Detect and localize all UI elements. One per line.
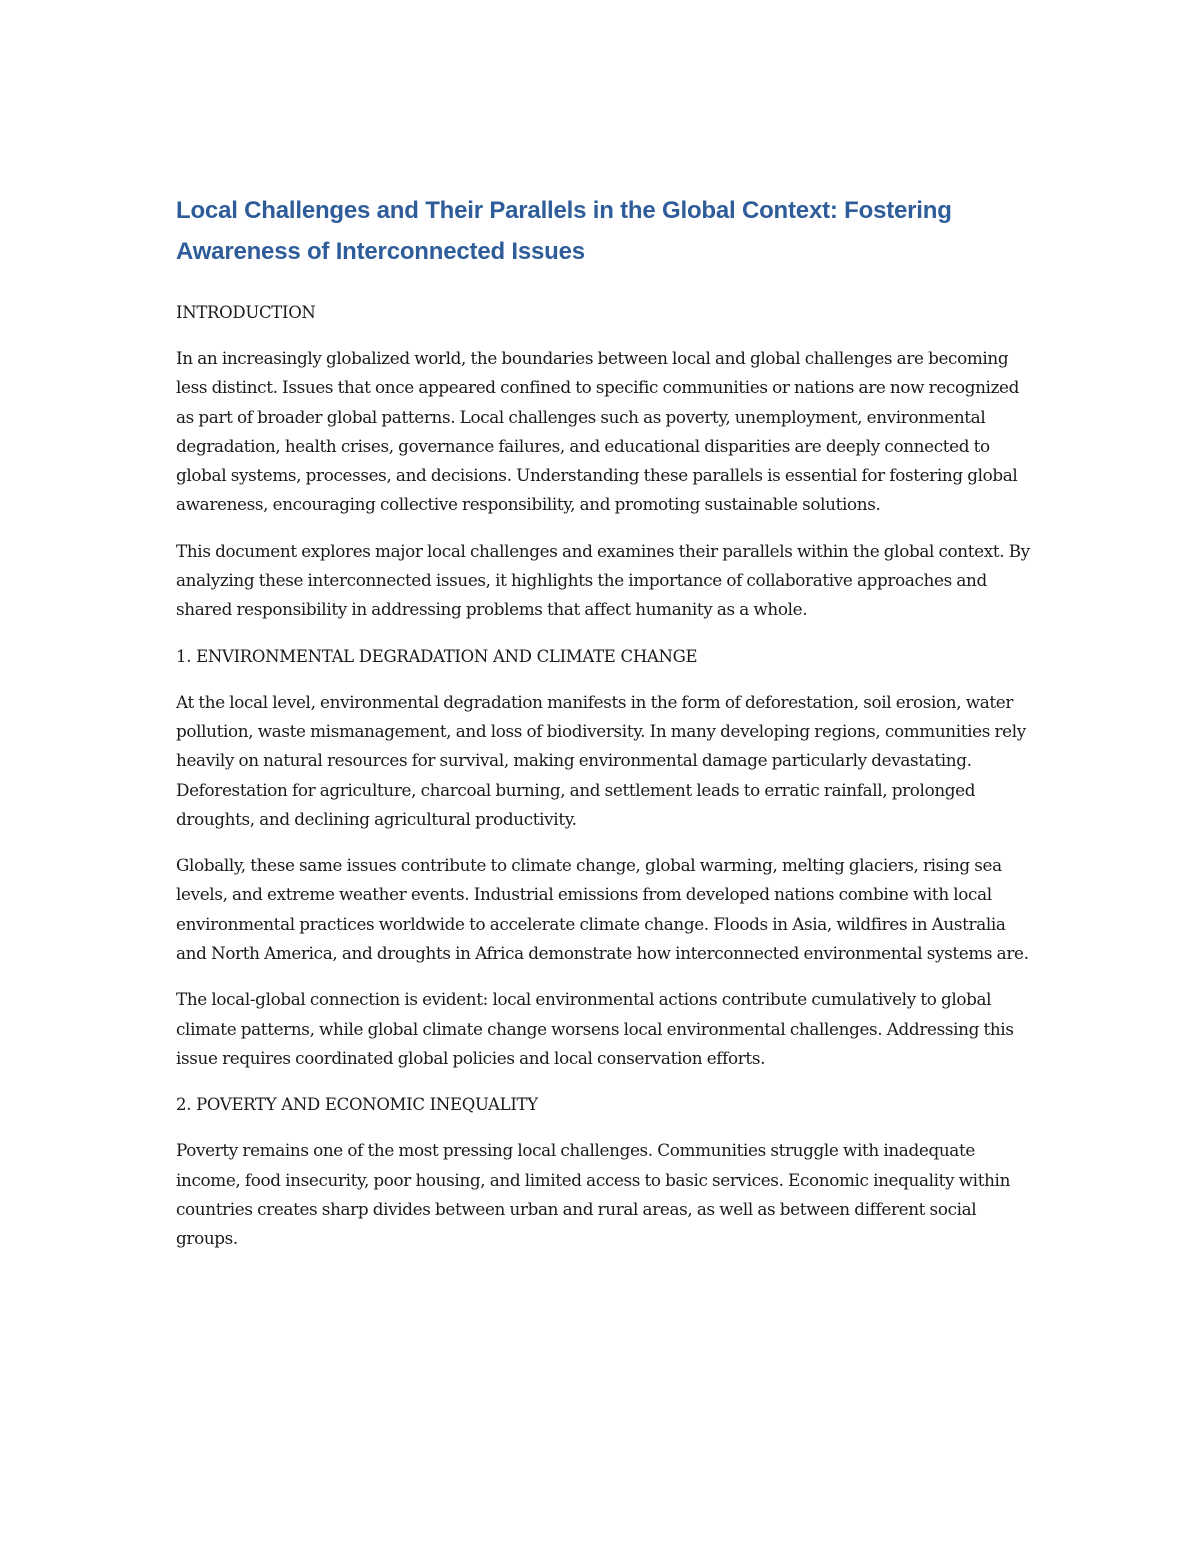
paragraph: In an increasingly globalized world, the boundaries between local and global challenges are becoming less distinct. Issues that once appeared confined to specific communities or nations are now recognized as part of broader global patterns. Local challenges such as poverty, unemployment, environmental degradation, health crises, governance failures, and educational disparities are deeply connected to global systems, processes, and decisions. Understanding these parallels is essential for fostering global awareness, encouraging collective responsibility, and promoting sustainable solutions.: [176, 348, 1020, 515]
paragraph: The local-global connection is evident: local environmental actions contribute cumulatively to global climate patterns, while global climate change worsens local environmental challenges. Addressing this issue requires coordinated global policies and local conservation efforts.: [176, 989, 1014, 1068]
paragraph: At the local level, environmental degradation manifests in the form of deforestation, soil erosion, water pollution, waste mismanagement, and loss of biodiversity. In many developing regions, communities rely heavily on natural resources for survival, making environmental damage particularly devastating. Deforestation for agriculture, charcoal burning, and settlement leads to erratic rainfall, prolonged droughts, and declining agricultural productivity.: [176, 691, 1026, 829]
paragraph: Globally, these same issues contribute to climate change, global warming, melting glaciers, rising sea levels, and extreme weather events. Industrial emissions from developed nations combine with local environmental practices worldwide to accelerate climate change. Floods in Asia, wildfires in Australia and North America, and droughts in Africa demonstrate how interconnected environmental systems are.: [176, 855, 1029, 964]
section-poverty-inequality: [176, 1090, 1036, 1253]
section-heading: 2. POVERTY AND ECONOMIC INEQUALITY: [176, 1095, 538, 1115]
document-title: Local Challenges and Their Parallels in the Global Context: Fostering Awareness of Interconnected Issues: [176, 197, 952, 265]
paragraph: This document explores major local challenges and examines their parallels within the global context. By analyzing these interconnected issues, it highlights the importance of collaborative approaches and shared responsibility in addressing problems that affect humanity as a whole.: [176, 540, 1030, 620]
section-environmental-degradation: [176, 642, 1036, 1074]
section-heading: 1. ENVIRONMENTAL DEGRADATION AND CLIMATE CHANGE: [176, 646, 698, 666]
document-body: [176, 190, 1036, 1270]
section-introduction: [176, 298, 1036, 625]
section-heading: INTRODUCTION: [176, 303, 316, 322]
paragraph: Poverty remains one of the most pressing local challenges. Communities struggle with inadequate income, food insecurity, poor housing, and limited access to basic services. Economic inequality within countries creates sharp divides between urban and rural areas, as well as between different social groups.: [176, 1140, 1011, 1249]
